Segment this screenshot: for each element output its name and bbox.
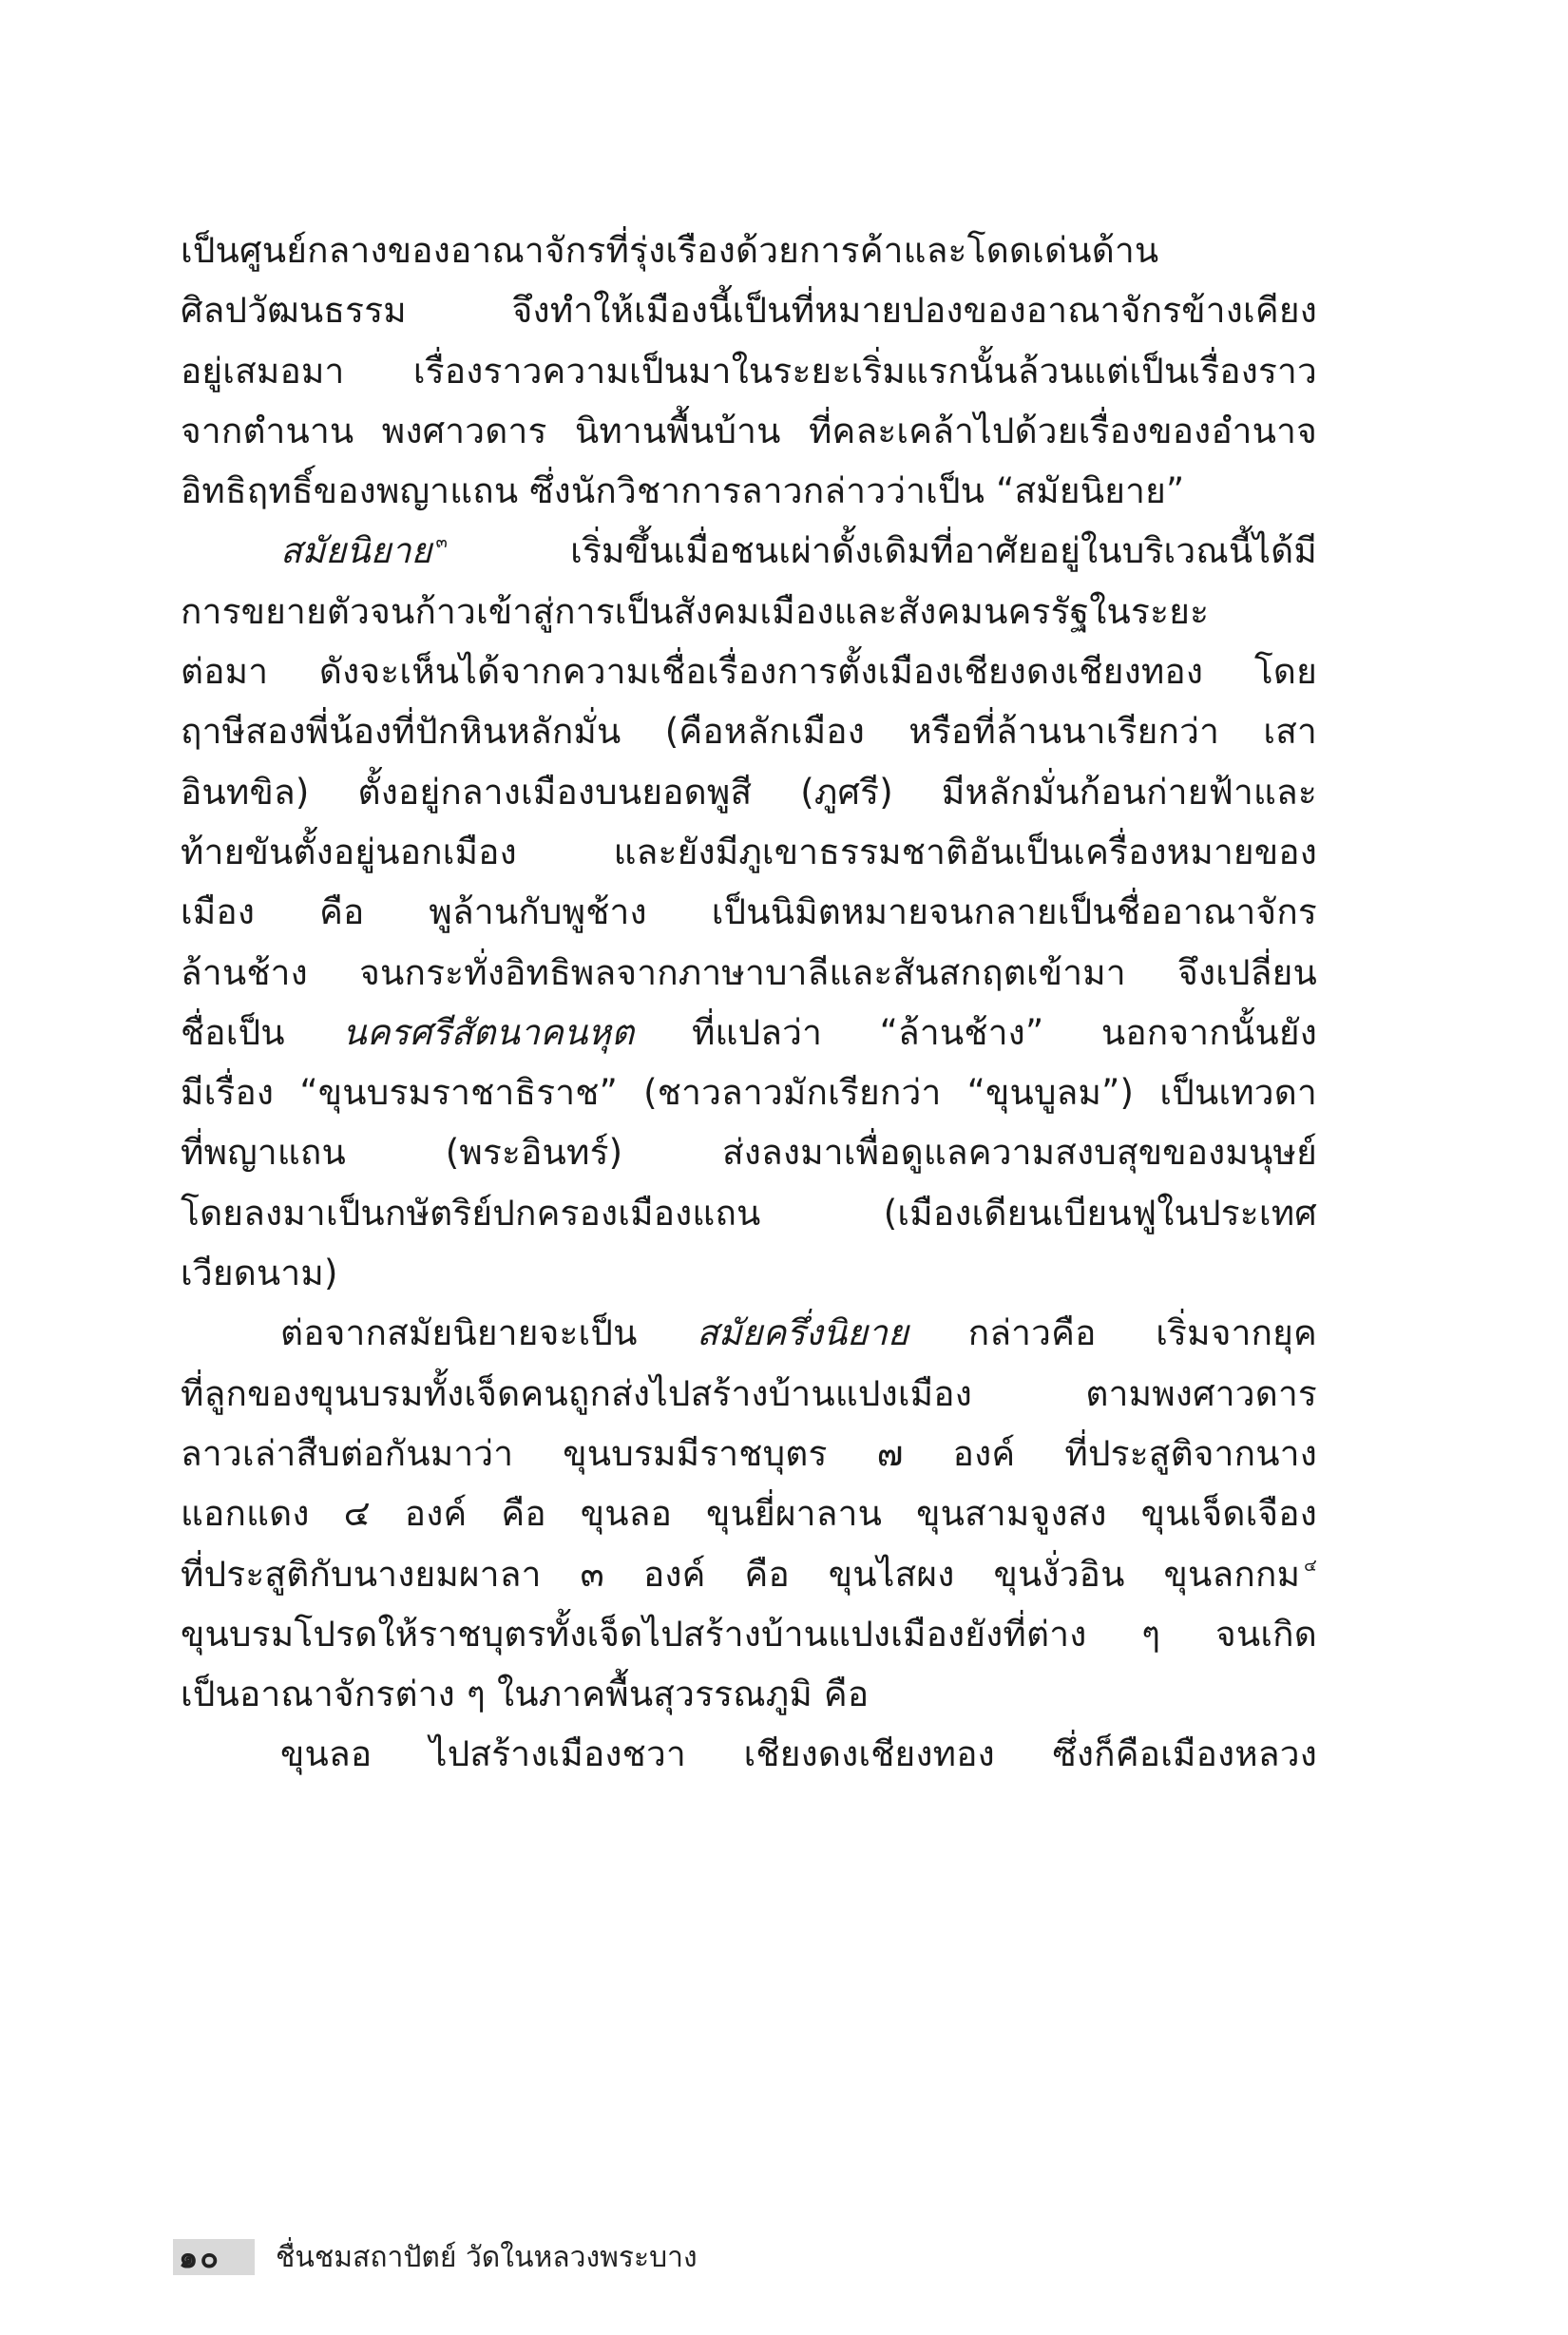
text-line [181,521,1317,581]
italic-term: สมัยครึ่งนิยาย [697,1312,909,1354]
text-line: เวียดนาม) [181,1253,338,1294]
italic-term: สมัยนิยาย [280,530,432,572]
text-line: ท้ายขันตั้งอยู่นอกเมือง และยังมีภูเขาธรรมชาติอันเป็นเครื่องหมายของ [181,831,1317,872]
line-text: ชื่อเป็น [181,1011,343,1053]
text-line: โดยลงมาเป็นกษัตริย์ปกครองเมืองแถน (เมืองเดียนเบียนฟูในประเทศ [181,1192,1317,1234]
footnote-marker[interactable]: ๔ [1304,1555,1317,1576]
line-text: ที่แปลว่า “ล้านช้าง” นอกจากนั้นยัง [634,1011,1317,1053]
line-text: กล่าวคือ เริ่มจากยุค [908,1312,1317,1354]
text-line [181,1303,1317,1363]
text-line: ฤาษีสองพี่น้องที่ปักหินหลักมั่น (คือหลักเมือง หรือที่ล้านนาเรียกว่า เสา [181,711,1317,753]
running-title: ชื่นชมสถาปัตย์ วัดในหลวงพระบาง [276,2240,698,2274]
text-line: มีเรื่อง “ขุนบรมราชาธิราช” (ชาวลาวมักเรียกว่า “ขุนบูลม”) เป็นเทวดา [181,1072,1317,1114]
text-line: เมือง คือ พูล้านกับพูช้าง เป็นนิมิตหมายจนกลายเป็นชื่ออาณาจักร [181,891,1317,933]
text-line [181,1544,1317,1604]
text-line: เป็นศูนย์กลางของอาณาจักรที่รุ่งเรืองด้วยการค้าและโดดเด่นด้าน [181,230,1159,271]
text-line: ที่พญาแถน (พระอินทร์) ส่งลงมาเพื่อดูแลความสงบสุขของมนุษย์ [181,1132,1317,1174]
text-line: ล้านช้าง จนกระทั่งอิทธิพลจากภาษาบาลีและสันสกฤตเข้ามา จึงเปลี่ยน [181,951,1317,993]
text-line: ที่ลูกของขุนบรมทั้งเจ็ดคนถูกส่งไปสร้างบ้านแปงเมือง ตามพงศาวดาร [181,1372,1317,1414]
text-line [181,1003,1317,1062]
text-line: การขยายตัวจนก้าวเข้าสู่การเป็นสังคมเมืองและสังคมนครรัฐในระยะ [181,590,1210,632]
text-line: เป็นอาณาจักรต่าง ๆ ในภาคพื้นสุวรรณภูมิ คือ [181,1674,870,1715]
text-line: ศิลปวัฒนธรรม จึงทำให้เมืองนี้เป็นที่หมายปองของอาณาจักรข้างเคียง [181,290,1317,332]
text-line: ต่อมา ดังจะเห็นได้จากความเชื่อเรื่องการตั้งเมืองเชียงดงเชียงทอง โดย [181,651,1317,693]
italic-term: นครศรีสัตนาคนหุต [342,1011,635,1053]
text-line: แอกแดง ๔ องค์ คือ ขุนลอ ขุนยี่ผาลาน ขุนสามจูงสง ขุนเจ็ดเจือง [181,1493,1317,1535]
text-line: อยู่เสมอมา เรื่องราวความเป็นมาในระยะเริ่มแรกนั้นล้วนแต่เป็นเรื่องราว [181,350,1317,392]
text-line: อิทธิฤทธิ์ของพญาแถน ซึ่งนักวิชาการลาวกล่าวว่าเป็น “สมัยนิยาย” [181,470,1185,512]
text-line: ขุนบรมโปรดให้ราชบุตรทั้งเจ็ดไปสร้างบ้านแปงเมืองยังที่ต่าง ๆ จนเกิด [181,1613,1317,1655]
page-footer [173,2238,698,2276]
footnote-marker[interactable]: ๓ [435,532,448,553]
line-text: เริ่มขึ้นเมื่อชนเผ่าดั้งเดิมที่อาศัยอยู่ในบริเวณนี้ได้มี [448,530,1317,572]
page-number: ๑๐ [173,2239,255,2275]
line-text: ต่อจากสมัยนิยายจะเป็น [280,1312,698,1354]
text-line: ขุนลอ ไปสร้างเมืองชวา เชียงดงเชียงทอง ซึ่งก็คือเมืองหลวง [280,1733,1317,1775]
body-text [181,220,1317,1785]
text-line: ลาวเล่าสืบต่อกันมาว่า ขุนบรมมีราชบุตร ๗ องค์ ที่ประสูติจากนาง [181,1432,1317,1474]
text-line: อินทขิล) ตั้งอยู่กลางเมืองบนยอดพูสี (ภูศรี) มีหลักมั่นก้อนก่ายฟ้าและ [181,771,1317,813]
line-text: ที่ประสูติกับนางยมผาลา ๓ องค์ คือ ขุนไสผง ขุนงั่วอิน ขุนลกกม [181,1553,1301,1595]
text-line: จากตำนาน พงศาวดาร นิทานพื้นบ้าน ที่คละเคล้าไปด้วยเรื่องของอำนาจ [181,410,1317,451]
